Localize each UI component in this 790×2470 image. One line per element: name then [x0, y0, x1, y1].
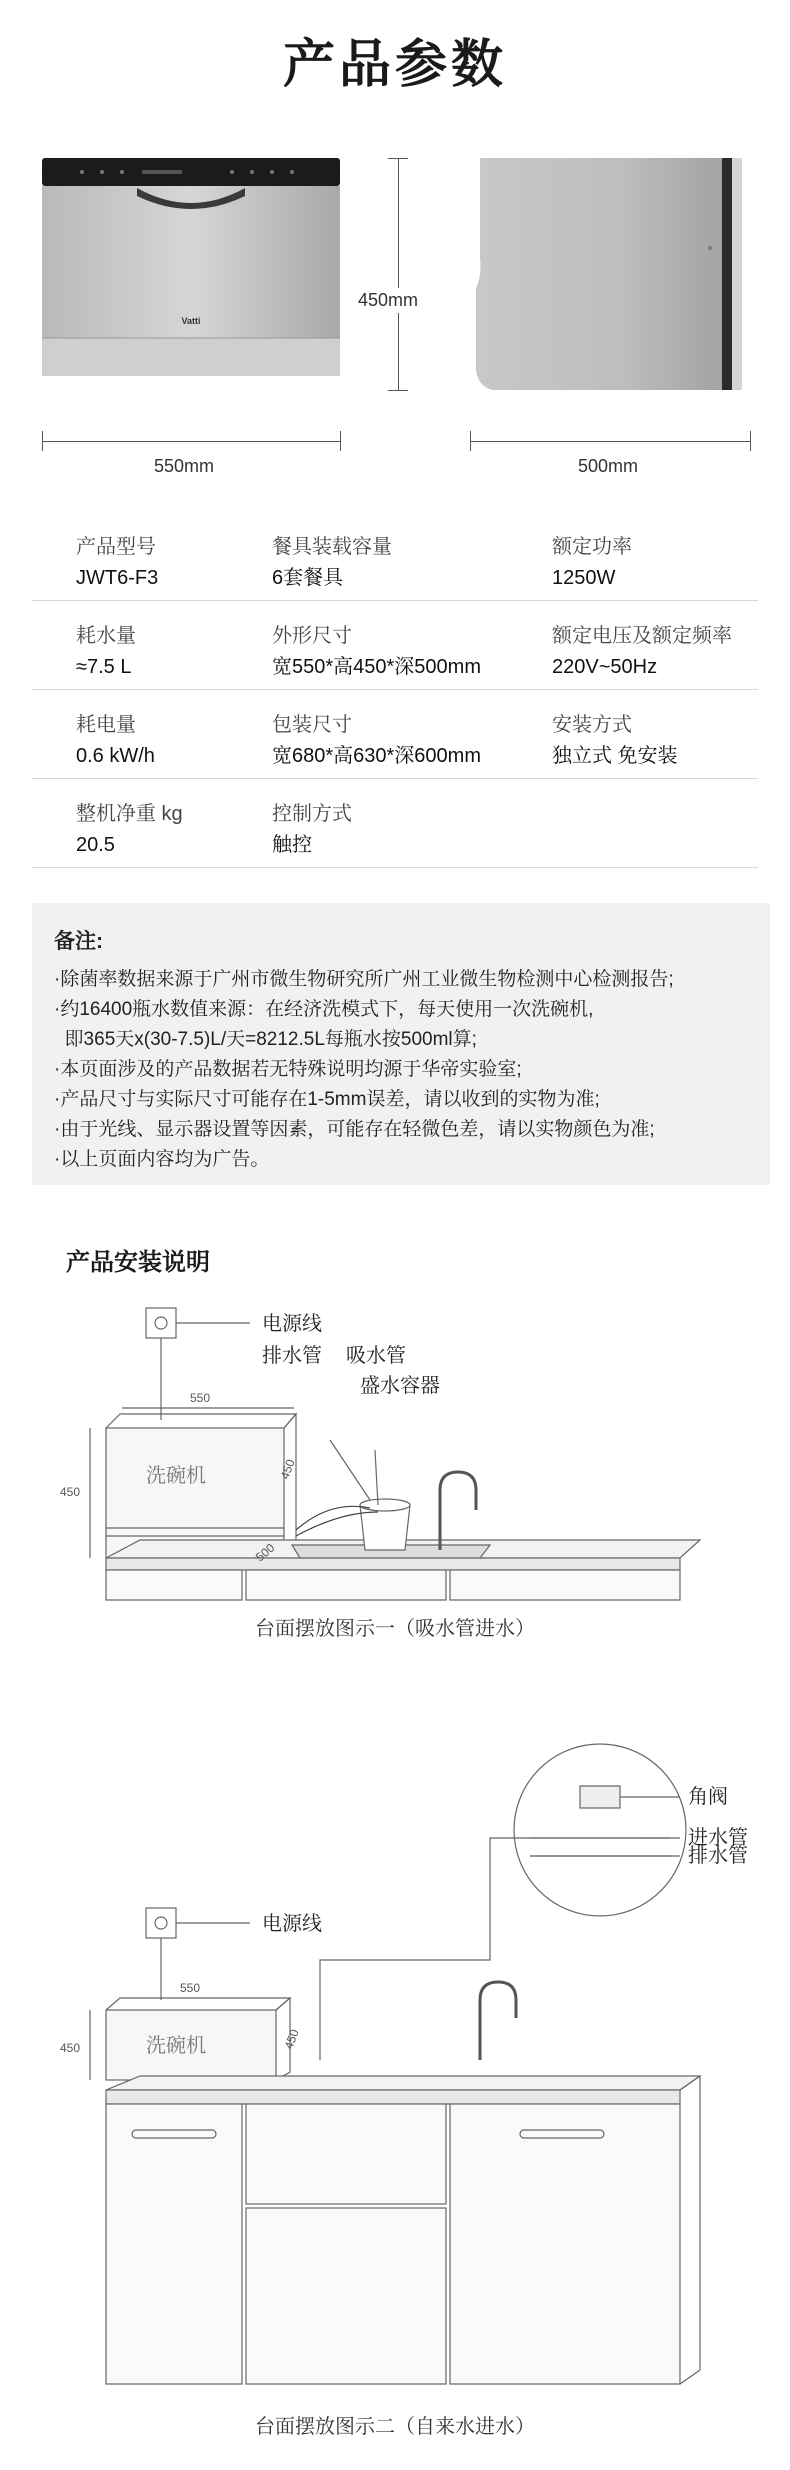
spec-value: 宽550*高450*深500mm	[272, 656, 481, 678]
spec-value: JWT6-F3	[76, 567, 159, 589]
spec-label: 控制方式	[272, 803, 352, 825]
note-line: 即365天x(30-7.5)L/天=8212.5L每瓶水按500ml算;	[54, 1029, 477, 1050]
spec-value: 220V~50Hz	[552, 656, 658, 678]
label-angle-valve: 角阀	[688, 1786, 728, 1808]
spec-value: 6套餐具	[272, 567, 344, 589]
height-dim-line	[398, 158, 399, 390]
spec-value: 宽680*高630*深600mm	[272, 745, 481, 767]
diagram-1-caption: 台面摆放图示一（吸水管进水）	[255, 1618, 535, 1640]
dishwasher-side-image	[470, 158, 750, 390]
dishwasher-front-image	[42, 158, 340, 390]
spec-row	[32, 512, 758, 601]
brand-logo: Vatti	[181, 316, 201, 326]
spec-label: 耗电量	[76, 714, 136, 736]
spec-value: 20.5	[76, 834, 115, 856]
dim-height-side-2: 450	[281, 2027, 302, 2052]
depth-dim-line	[470, 441, 750, 442]
label-suction-pipe: 吸水管	[346, 1345, 406, 1367]
install-diagram-2-lower	[60, 2090, 740, 2400]
page-title: 产品参数	[282, 36, 507, 94]
spec-value: 0.6 kW/h	[76, 745, 155, 767]
label-drain-pipe-2: 排水管	[688, 1845, 748, 1867]
spec-row	[32, 601, 758, 690]
width-dim-line	[42, 441, 340, 442]
label-water-container: 盛水容器	[360, 1375, 440, 1397]
spec-value: 1250W	[552, 567, 616, 589]
spec-label: 整机净重 kg	[76, 803, 183, 825]
notes-title: 备注:	[54, 930, 103, 953]
dim-height-2: 450	[60, 2041, 81, 2055]
label-power-cord-2: 电源线	[262, 1913, 322, 1935]
label-drain-pipe: 排水管	[262, 1345, 322, 1367]
dim-width: 550	[190, 1391, 211, 1405]
install-diagram-1	[60, 1300, 740, 1600]
spec-label: 安装方式	[552, 714, 632, 736]
dim-depth: 500	[252, 1540, 278, 1565]
label-dishwasher-2: 洗碗机	[146, 2035, 206, 2057]
spec-value: 触控	[272, 834, 312, 856]
spec-label: 耗水量	[76, 625, 136, 647]
diagram-2-caption: 台面摆放图示二（自来水进水）	[255, 2416, 535, 2438]
label-dishwasher: 洗碗机	[146, 1465, 206, 1487]
note-line: ·除菌率数据来源于广州市微生物研究所广州工业微生物检测中心检测报告;	[54, 969, 674, 990]
label-power-cord: 电源线	[262, 1313, 322, 1335]
dim-height-side: 450	[277, 1457, 298, 1482]
spec-label: 外形尺寸	[272, 625, 352, 647]
depth-dim-label: 500mm	[578, 456, 639, 476]
spec-row	[32, 779, 758, 868]
install-section-title: 产品安装说明	[66, 1249, 210, 1276]
spec-label: 额定功率	[552, 536, 632, 558]
note-line: ·以上页面内容均为广告。	[54, 1149, 270, 1170]
spec-label: 餐具装载容量	[272, 536, 392, 558]
spec-label: 额定电压及额定频率	[552, 625, 732, 647]
dim-height: 450	[60, 1485, 81, 1499]
note-line: ·本页面涉及的产品数据若无特殊说明均源于华帝实验室;	[54, 1059, 522, 1080]
spec-row	[32, 690, 758, 779]
install-diagram-2	[60, 1760, 748, 2090]
label-inlet-pipe: 进水管	[688, 1827, 748, 1849]
spec-table	[32, 512, 758, 868]
width-dim-label: 550mm	[154, 456, 215, 476]
note-line: ·由于光线、显示器设置等因素，可能存在轻微色差，请以实物颜色为准;	[54, 1119, 655, 1140]
spec-value: 独立式 免安装	[552, 745, 678, 767]
dim-width-2: 550	[180, 1981, 201, 1995]
notes-panel	[32, 903, 770, 1185]
height-dim-label: 450mm	[358, 288, 418, 313]
note-line: ·产品尺寸与实际尺寸可能存在1-5mm误差，请以收到的实物为准;	[54, 1089, 600, 1110]
spec-label: 产品型号	[76, 536, 156, 558]
note-line: ·约16400瓶水数值来源：在经济洗模式下，每天使用一次洗碗机,	[54, 999, 594, 1020]
spec-value: ≈7.5 L	[76, 656, 132, 678]
spec-label: 包装尺寸	[272, 714, 352, 736]
